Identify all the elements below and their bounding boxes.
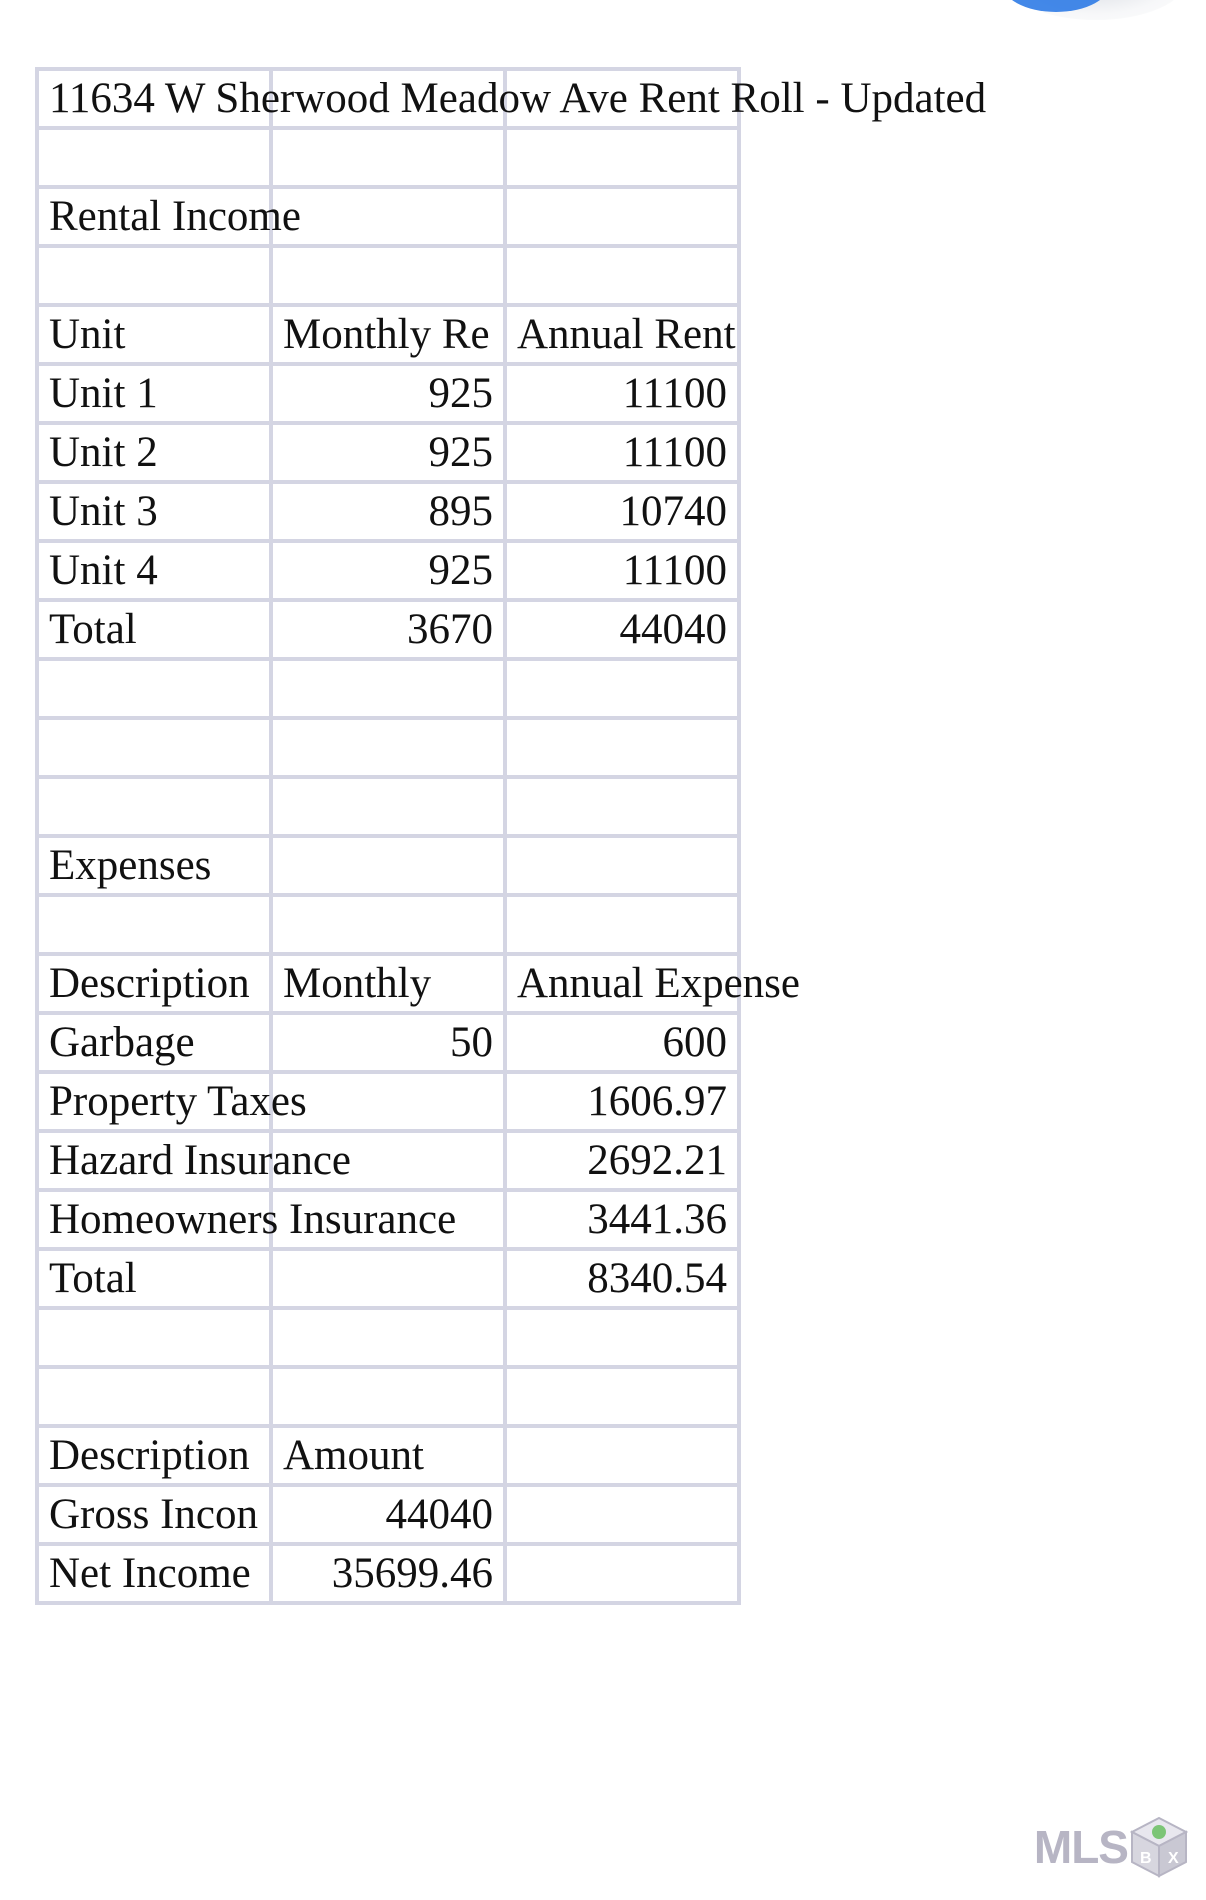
annual-rent-cell: 10740 (505, 482, 739, 541)
table-row (37, 482, 739, 541)
table-row (37, 423, 739, 482)
rental-header-row (37, 305, 739, 364)
sheet-title: 11634 W Sherwood Meadow Ave Rent Roll - Updated (49, 75, 987, 122)
expense-description: Property Taxes (49, 1078, 307, 1125)
expense-description: Garbage (37, 1013, 271, 1072)
blank-row (37, 718, 739, 777)
column-header: Description (37, 1426, 271, 1485)
total-label: Total (37, 1249, 271, 1308)
table-row (37, 1485, 739, 1544)
expense-description: Homeowners Insurance (49, 1196, 457, 1243)
expense-annual: 3441.36 (505, 1190, 739, 1249)
summary-description: Net Income (37, 1544, 271, 1603)
unit-cell: Unit 2 (37, 423, 271, 482)
table-row (37, 1013, 739, 1072)
column-header: Annual Rent (517, 311, 736, 358)
blank-row (37, 128, 739, 187)
table-row (37, 1190, 739, 1249)
expense-annual: 1606.97 (505, 1072, 739, 1131)
total-label: Total (37, 600, 271, 659)
monthly-rent-cell: 925 (271, 364, 505, 423)
rental-income-heading: Rental Income (49, 193, 301, 240)
title-cell (37, 69, 987, 128)
column-header: Amount (271, 1426, 505, 1485)
column-header: Monthly (271, 954, 505, 1013)
cube-icon (1130, 1816, 1188, 1878)
section-heading-row (37, 187, 739, 246)
total-monthly-rent: 3670 (271, 600, 505, 659)
blank-row (37, 1308, 739, 1367)
svg-text:X: X (1168, 1850, 1179, 1867)
unit-cell: Unit 3 (37, 482, 271, 541)
gross-income-amount: 44040 (271, 1485, 505, 1544)
blank-row (37, 246, 739, 305)
column-header: Description (37, 954, 271, 1013)
summary-description: Gross Incon (37, 1485, 271, 1544)
expense-monthly: 50 (271, 1013, 505, 1072)
column-header: Monthly Re (271, 305, 505, 364)
rental-total-row (37, 600, 739, 659)
expense-description: Hazard Insurance (49, 1137, 352, 1184)
section-heading-row (37, 836, 739, 895)
table-row (37, 364, 739, 423)
summary-header-row (37, 1426, 739, 1485)
total-annual-expense: 8340.54 (505, 1249, 739, 1308)
expenses-header-row (37, 954, 739, 1013)
table-row (37, 1544, 739, 1603)
blank-row (37, 777, 739, 836)
table-row (37, 541, 739, 600)
column-header: Unit (37, 305, 271, 364)
expenses-total-row (37, 1249, 739, 1308)
net-income-amount: 35699.46 (271, 1544, 505, 1603)
expenses-heading: Expenses (37, 836, 271, 895)
expense-annual: 2692.21 (505, 1131, 739, 1190)
blank-row (37, 895, 739, 954)
title-row (37, 69, 739, 128)
rent-roll-spreadsheet (35, 67, 987, 1605)
annual-rent-cell: 11100 (505, 541, 739, 600)
annual-rent-cell: 11100 (505, 423, 739, 482)
unit-cell: Unit 4 (37, 541, 271, 600)
monthly-rent-cell: 895 (271, 482, 505, 541)
table-row (37, 1131, 739, 1190)
logo-text: MLS (1033, 1821, 1128, 1873)
unit-cell: Unit 1 (37, 364, 271, 423)
svg-text:B: B (1140, 1850, 1152, 1867)
blank-row (37, 659, 739, 718)
monthly-rent-cell: 925 (271, 423, 505, 482)
table-row (37, 1072, 739, 1131)
blank-row (37, 1367, 739, 1426)
mlsbox-logo (1034, 1816, 1188, 1878)
column-header: Annual Expense (517, 960, 801, 1007)
total-annual-rent: 44040 (505, 600, 739, 659)
expense-annual: 600 (505, 1013, 739, 1072)
annual-rent-cell: 11100 (505, 364, 739, 423)
monthly-rent-cell: 925 (271, 541, 505, 600)
